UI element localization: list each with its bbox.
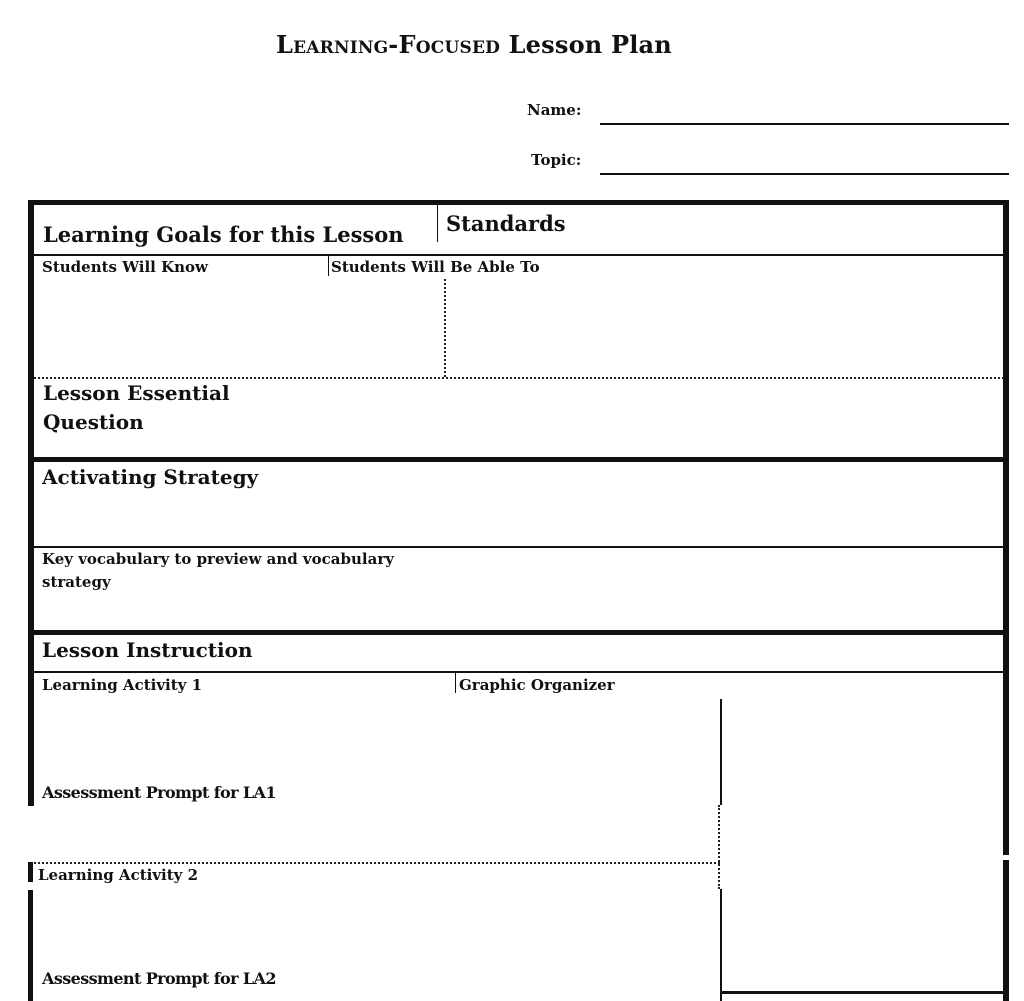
students-will-be-able-to-input[interactable] [450, 280, 1000, 375]
know-able-divider [328, 256, 329, 276]
frame-right-border-lower [1003, 860, 1009, 1001]
frame-right-border [1003, 200, 1009, 855]
row-divider-activating [34, 546, 1004, 548]
row-divider-essential [28, 457, 1008, 462]
la1-assessment-marker [28, 780, 33, 806]
assessment-prompt-la1-input[interactable] [40, 808, 710, 858]
learning-activity-2-label: Learning Activity 2 [38, 866, 199, 884]
assessment-prompt-la1-label: Assessment Prompt for LA1 [42, 783, 276, 802]
topic-label: Topic: [531, 151, 582, 169]
key-vocabulary-label-2: strategy [42, 573, 111, 591]
organizer-divider-upper [720, 699, 722, 805]
la2-marker [28, 862, 33, 882]
learning-goals-heading: Learning Goals for this Lesson [43, 222, 404, 247]
key-vocabulary-input[interactable] [460, 550, 1000, 628]
assessment-prompt-la2-label: Assessment Prompt for LA2 [42, 969, 276, 988]
essential-question-heading-1: Lesson Essential [43, 381, 230, 405]
students-will-be-able-to-label: Students Will Be Able To [331, 258, 540, 276]
frame-top-border [28, 200, 1008, 205]
row-divider-students [34, 377, 1004, 379]
lesson-instruction-heading: Lesson Instruction [42, 638, 253, 662]
key-vocabulary-label-1: Key vocabulary to preview and vocabulary [42, 550, 394, 568]
essential-question-input[interactable] [260, 382, 1000, 454]
students-will-know-label: Students Will Know [42, 258, 208, 276]
standards-input-area[interactable] [446, 240, 996, 254]
row-divider-vocab [28, 630, 1008, 635]
students-will-know-input[interactable] [40, 280, 440, 375]
essential-question-heading-2: Question [43, 410, 144, 434]
organizer-bottom-border [720, 991, 1006, 994]
title-rest: Lesson Plan [500, 30, 672, 59]
graphic-organizer-label: Graphic Organizer [459, 676, 615, 694]
activating-strategy-input[interactable] [40, 495, 1000, 543]
page-title [276, 30, 672, 59]
organizer-divider-middle [718, 805, 720, 889]
learning-activity-1-input[interactable] [40, 698, 715, 778]
learning-activity-1-label: Learning Activity 1 [42, 676, 203, 694]
name-label: Name: [527, 101, 582, 119]
title-smallcaps: Learning-Focused [276, 30, 501, 59]
standards-heading: Standards [446, 211, 566, 236]
la1-organizer-divider [455, 671, 456, 693]
topic-field[interactable] [600, 173, 1009, 175]
frame-left-border-lower [28, 890, 33, 1001]
row-divider-goals [34, 254, 1004, 256]
frame-left-border [28, 200, 34, 806]
name-field[interactable] [600, 123, 1009, 125]
learning-activity-2-input[interactable] [40, 890, 710, 965]
graphic-organizer-input[interactable] [725, 698, 1000, 988]
able-standards-divider [444, 279, 446, 377]
activating-strategy-heading: Activating Strategy [42, 465, 259, 489]
row-divider-instruction [34, 671, 1004, 673]
organizer-divider-lower [720, 889, 722, 1001]
goals-standards-divider [437, 200, 438, 242]
row-divider-la1 [34, 862, 720, 864]
